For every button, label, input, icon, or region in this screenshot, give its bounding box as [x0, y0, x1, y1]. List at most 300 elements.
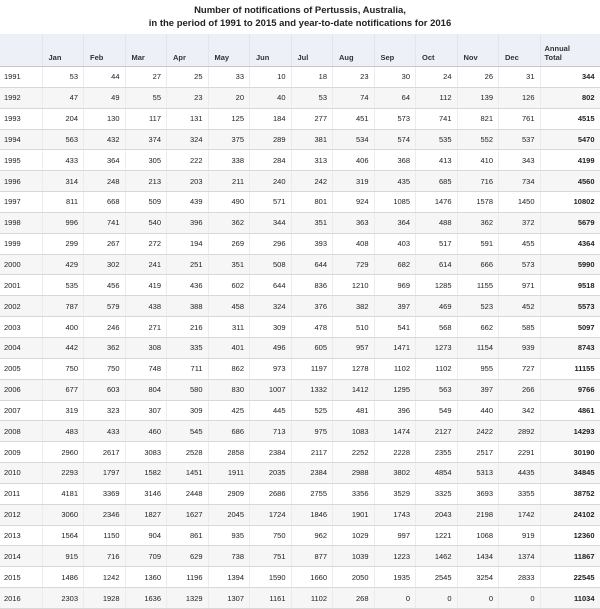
annual-total-cell: 5470: [540, 129, 600, 150]
month-value-cell: 25: [167, 67, 209, 88]
month-value-cell: 1935: [374, 567, 416, 588]
month-value-cell: 585: [499, 317, 541, 338]
header-annual-total: [540, 34, 600, 67]
month-value-cell: 836: [291, 275, 333, 296]
month-value-cell: 666: [457, 254, 499, 275]
month-value-cell: 3146: [125, 483, 167, 504]
month-value-cell: 580: [167, 379, 209, 400]
month-value-cell: 804: [125, 379, 167, 400]
month-value-cell: 53: [42, 67, 84, 88]
table-row: [0, 442, 600, 463]
month-value-cell: 2355: [416, 442, 458, 463]
month-value-cell: 2517: [457, 442, 499, 463]
table-row: [0, 87, 600, 108]
table-body: [0, 67, 600, 609]
month-value-cell: 440: [457, 400, 499, 421]
month-value-cell: 729: [333, 254, 375, 275]
month-value-cell: 1155: [457, 275, 499, 296]
header-month: Dec: [499, 34, 541, 67]
month-value-cell: 957: [333, 337, 375, 358]
annual-total-cell: 38752: [540, 483, 600, 504]
month-value-cell: 267: [84, 233, 126, 254]
month-value-cell: 0: [374, 588, 416, 609]
month-value-cell: 296: [250, 233, 292, 254]
annual-total-cell: 10802: [540, 192, 600, 213]
month-value-cell: 413: [416, 150, 458, 171]
month-value-cell: 748: [125, 358, 167, 379]
month-value-cell: 751: [250, 546, 292, 567]
year-cell: 2013: [0, 525, 42, 546]
month-value-cell: 973: [250, 358, 292, 379]
month-value-cell: 435: [374, 171, 416, 192]
month-value-cell: 1742: [499, 504, 541, 525]
month-value-cell: 74: [333, 87, 375, 108]
annual-total-cell: 34845: [540, 463, 600, 484]
table-title: [0, 0, 600, 34]
month-value-cell: 2909: [208, 483, 250, 504]
month-value-cell: 605: [291, 337, 333, 358]
month-value-cell: 535: [42, 275, 84, 296]
month-value-cell: 213: [125, 171, 167, 192]
month-value-cell: 509: [125, 192, 167, 213]
month-value-cell: 534: [333, 129, 375, 150]
month-value-cell: 0: [457, 588, 499, 609]
title-line-1: Number of notifications of Pertussis, Australia,: [194, 5, 406, 16]
year-cell: 2002: [0, 296, 42, 317]
month-value-cell: 319: [42, 400, 84, 421]
month-value-cell: 248: [84, 171, 126, 192]
month-value-cell: 314: [42, 171, 84, 192]
month-value-cell: 734: [499, 171, 541, 192]
header-month: Sep: [374, 34, 416, 67]
month-value-cell: 629: [167, 546, 209, 567]
year-cell: 2001: [0, 275, 42, 296]
month-value-cell: 1564: [42, 525, 84, 546]
month-value-cell: 410: [457, 150, 499, 171]
month-value-cell: 308: [125, 337, 167, 358]
month-value-cell: 2422: [457, 421, 499, 442]
month-value-cell: 1474: [374, 421, 416, 442]
month-value-cell: 222: [167, 150, 209, 171]
month-value-cell: 268: [333, 588, 375, 609]
month-value-cell: 1660: [291, 567, 333, 588]
header-month: Nov: [457, 34, 499, 67]
month-value-cell: 750: [84, 358, 126, 379]
month-value-cell: 955: [457, 358, 499, 379]
month-value-cell: 2384: [250, 442, 292, 463]
year-cell: 1993: [0, 108, 42, 129]
annual-total-cell: 5990: [540, 254, 600, 275]
month-value-cell: 3369: [84, 483, 126, 504]
month-value-cell: 935: [208, 525, 250, 546]
table-row: [0, 567, 600, 588]
annual-total-cell: 5573: [540, 296, 600, 317]
month-value-cell: 23: [167, 87, 209, 108]
month-value-cell: 1242: [84, 567, 126, 588]
month-value-cell: 1450: [499, 192, 541, 213]
month-value-cell: 668: [84, 192, 126, 213]
month-value-cell: 1462: [416, 546, 458, 567]
month-value-cell: 1827: [125, 504, 167, 525]
month-value-cell: 1196: [167, 567, 209, 588]
month-value-cell: 242: [291, 171, 333, 192]
annual-total-cell: 11034: [540, 588, 600, 609]
month-value-cell: 139: [457, 87, 499, 108]
month-value-cell: 924: [333, 192, 375, 213]
month-value-cell: 682: [374, 254, 416, 275]
month-value-cell: 496: [250, 337, 292, 358]
year-cell: 2009: [0, 442, 42, 463]
month-value-cell: 55: [125, 87, 167, 108]
title-line-2: in the period of 1991 to 2015 and year-to-date notifications for 2016: [148, 18, 452, 29]
month-value-cell: 266: [499, 379, 541, 400]
month-value-cell: 1102: [416, 358, 458, 379]
month-value-cell: 10: [250, 67, 292, 88]
month-value-cell: 372: [499, 212, 541, 233]
month-value-cell: 400: [42, 317, 84, 338]
month-value-cell: 246: [84, 317, 126, 338]
table-row: [0, 483, 600, 504]
month-value-cell: 1486: [42, 567, 84, 588]
month-value-cell: 3060: [42, 504, 84, 525]
month-value-cell: 1590: [250, 567, 292, 588]
annual-total-cell: 9518: [540, 275, 600, 296]
month-value-cell: 915: [42, 546, 84, 567]
header-month: Jun: [250, 34, 292, 67]
month-value-cell: 277: [291, 108, 333, 129]
month-value-cell: 362: [208, 212, 250, 233]
month-value-cell: 481: [333, 400, 375, 421]
month-value-cell: 644: [291, 254, 333, 275]
month-value-cell: 289: [250, 129, 292, 150]
header-row: [0, 34, 600, 67]
month-value-cell: 1797: [84, 463, 126, 484]
year-cell: 2012: [0, 504, 42, 525]
month-value-cell: 2528: [167, 442, 209, 463]
month-value-cell: 302: [84, 254, 126, 275]
table-row: [0, 504, 600, 525]
month-value-cell: 523: [457, 296, 499, 317]
month-value-cell: 251: [167, 254, 209, 275]
month-value-cell: 716: [457, 171, 499, 192]
month-value-cell: 376: [291, 296, 333, 317]
month-value-cell: 456: [84, 275, 126, 296]
month-value-cell: 1223: [374, 546, 416, 567]
month-value-cell: 2448: [167, 483, 209, 504]
month-value-cell: 2228: [374, 442, 416, 463]
month-value-cell: 1332: [291, 379, 333, 400]
month-value-cell: 1197: [291, 358, 333, 379]
month-value-cell: 2617: [84, 442, 126, 463]
month-value-cell: 194: [167, 233, 209, 254]
year-cell: 2011: [0, 483, 42, 504]
month-value-cell: 24: [416, 67, 458, 88]
year-cell: 2014: [0, 546, 42, 567]
table-row: [0, 337, 600, 358]
month-value-cell: 436: [167, 275, 209, 296]
month-value-cell: 830: [208, 379, 250, 400]
month-value-cell: 877: [291, 546, 333, 567]
table-row: [0, 129, 600, 150]
month-value-cell: 713: [250, 421, 292, 442]
year-cell: 1998: [0, 212, 42, 233]
month-value-cell: 552: [457, 129, 499, 150]
month-value-cell: 26: [457, 67, 499, 88]
annual-total-cell: 5679: [540, 212, 600, 233]
month-value-cell: 344: [250, 212, 292, 233]
month-value-cell: 490: [208, 192, 250, 213]
month-value-cell: 997: [374, 525, 416, 546]
month-value-cell: 787: [42, 296, 84, 317]
month-value-cell: 571: [250, 192, 292, 213]
month-value-cell: 545: [167, 421, 209, 442]
annual-total-cell: 4515: [540, 108, 600, 129]
month-value-cell: 433: [42, 150, 84, 171]
month-value-cell: 5313: [457, 463, 499, 484]
month-value-cell: 338: [208, 150, 250, 171]
year-cell: 2016: [0, 588, 42, 609]
month-value-cell: 319: [333, 171, 375, 192]
table-row: [0, 108, 600, 129]
month-value-cell: 2198: [457, 504, 499, 525]
month-value-cell: 309: [250, 317, 292, 338]
month-value-cell: 351: [208, 254, 250, 275]
month-value-cell: 0: [416, 588, 458, 609]
annual-total-cell: 14293: [540, 421, 600, 442]
month-value-cell: 1102: [374, 358, 416, 379]
month-value-cell: 750: [42, 358, 84, 379]
month-value-cell: 64: [374, 87, 416, 108]
month-value-cell: 393: [291, 233, 333, 254]
month-value-cell: 311: [208, 317, 250, 338]
month-value-cell: 603: [84, 379, 126, 400]
month-value-cell: 1029: [333, 525, 375, 546]
month-value-cell: 364: [84, 150, 126, 171]
month-value-cell: 1154: [457, 337, 499, 358]
table-row: [0, 296, 600, 317]
month-value-cell: 363: [333, 212, 375, 233]
month-value-cell: 971: [499, 275, 541, 296]
annual-total-cell: 344: [540, 67, 600, 88]
year-cell: 1997: [0, 192, 42, 213]
month-value-cell: 573: [374, 108, 416, 129]
month-value-cell: 1582: [125, 463, 167, 484]
table-row: [0, 546, 600, 567]
month-value-cell: 20: [208, 87, 250, 108]
month-value-cell: 685: [416, 171, 458, 192]
annual-total-cell: 11155: [540, 358, 600, 379]
month-value-cell: 3529: [374, 483, 416, 504]
month-value-cell: 458: [208, 296, 250, 317]
month-value-cell: 3325: [416, 483, 458, 504]
month-value-cell: 1007: [250, 379, 292, 400]
month-value-cell: 3355: [499, 483, 541, 504]
month-value-cell: 272: [125, 233, 167, 254]
month-value-cell: 1451: [167, 463, 209, 484]
month-value-cell: 962: [291, 525, 333, 546]
table-row: [0, 233, 600, 254]
month-value-cell: 2755: [291, 483, 333, 504]
month-value-cell: 117: [125, 108, 167, 129]
year-cell: 2000: [0, 254, 42, 275]
month-value-cell: 2127: [416, 421, 458, 442]
month-value-cell: 368: [374, 150, 416, 171]
month-value-cell: 1627: [167, 504, 209, 525]
header-month: Apr: [167, 34, 209, 67]
month-value-cell: 3693: [457, 483, 499, 504]
month-value-cell: 438: [125, 296, 167, 317]
table-row: [0, 400, 600, 421]
month-value-cell: 30: [374, 67, 416, 88]
month-value-cell: 1307: [208, 588, 250, 609]
month-value-cell: 488: [416, 212, 458, 233]
month-value-cell: 203: [167, 171, 209, 192]
month-value-cell: 535: [416, 129, 458, 150]
month-value-cell: 862: [208, 358, 250, 379]
month-value-cell: 2384: [291, 463, 333, 484]
month-value-cell: 307: [125, 400, 167, 421]
year-cell: 1999: [0, 233, 42, 254]
header-month: Jan: [42, 34, 84, 67]
month-value-cell: 517: [416, 233, 458, 254]
month-value-cell: 211: [208, 171, 250, 192]
month-value-cell: 408: [333, 233, 375, 254]
month-value-cell: 563: [416, 379, 458, 400]
month-value-cell: 975: [291, 421, 333, 442]
annual-total-cell: 11867: [540, 546, 600, 567]
month-value-cell: 49: [84, 87, 126, 108]
month-value-cell: 125: [208, 108, 250, 129]
table-row: [0, 212, 600, 233]
month-value-cell: 3254: [457, 567, 499, 588]
month-value-cell: 602: [208, 275, 250, 296]
month-value-cell: 741: [416, 108, 458, 129]
month-value-cell: 184: [250, 108, 292, 129]
month-value-cell: 579: [84, 296, 126, 317]
month-value-cell: 362: [457, 212, 499, 233]
month-value-cell: 549: [416, 400, 458, 421]
table-row: [0, 275, 600, 296]
month-value-cell: 401: [208, 337, 250, 358]
month-value-cell: 2686: [250, 483, 292, 504]
month-value-cell: 323: [84, 400, 126, 421]
table-row: [0, 254, 600, 275]
month-value-cell: 439: [167, 192, 209, 213]
month-value-cell: 508: [250, 254, 292, 275]
year-cell: 2007: [0, 400, 42, 421]
month-value-cell: 919: [499, 525, 541, 546]
month-value-cell: 2833: [499, 567, 541, 588]
month-value-cell: 1039: [333, 546, 375, 567]
month-value-cell: 284: [250, 150, 292, 171]
month-value-cell: 686: [208, 421, 250, 442]
month-value-cell: 1476: [416, 192, 458, 213]
month-value-cell: 2043: [416, 504, 458, 525]
month-value-cell: 305: [125, 150, 167, 171]
month-value-cell: 1329: [167, 588, 209, 609]
month-value-cell: 2858: [208, 442, 250, 463]
month-value-cell: 375: [208, 129, 250, 150]
month-value-cell: 445: [250, 400, 292, 421]
month-value-cell: 644: [250, 275, 292, 296]
month-value-cell: 540: [125, 212, 167, 233]
month-value-cell: 241: [125, 254, 167, 275]
month-value-cell: 324: [167, 129, 209, 150]
month-value-cell: 0: [499, 588, 541, 609]
header-annual-total-word: Total: [544, 53, 562, 62]
month-value-cell: 1434: [457, 546, 499, 567]
header-month: Oct: [416, 34, 458, 67]
header-year: [0, 34, 42, 67]
annual-total-cell: 5097: [540, 317, 600, 338]
year-cell: 1991: [0, 67, 42, 88]
month-value-cell: 432: [84, 129, 126, 150]
month-value-cell: 4854: [416, 463, 458, 484]
month-value-cell: 1295: [374, 379, 416, 400]
month-value-cell: 614: [416, 254, 458, 275]
month-value-cell: 1285: [416, 275, 458, 296]
month-value-cell: 342: [499, 400, 541, 421]
annual-total-cell: 4861: [540, 400, 600, 421]
month-value-cell: 574: [374, 129, 416, 150]
month-value-cell: 969: [374, 275, 416, 296]
annual-total-cell: 4560: [540, 171, 600, 192]
month-value-cell: 716: [84, 546, 126, 567]
header-month: May: [208, 34, 250, 67]
month-value-cell: 801: [291, 192, 333, 213]
month-value-cell: 397: [374, 296, 416, 317]
month-value-cell: 460: [125, 421, 167, 442]
month-value-cell: 3083: [125, 442, 167, 463]
month-value-cell: 2045: [208, 504, 250, 525]
month-value-cell: 382: [333, 296, 375, 317]
month-value-cell: 442: [42, 337, 84, 358]
table-row: [0, 192, 600, 213]
month-value-cell: 2346: [84, 504, 126, 525]
header-month: Feb: [84, 34, 126, 67]
month-value-cell: 1221: [416, 525, 458, 546]
month-value-cell: 568: [416, 317, 458, 338]
table-row: [0, 379, 600, 400]
month-value-cell: 1636: [125, 588, 167, 609]
month-value-cell: 2545: [416, 567, 458, 588]
annual-total-cell: 4199: [540, 150, 600, 171]
annual-total-cell: 8743: [540, 337, 600, 358]
table-row: [0, 67, 600, 88]
month-value-cell: 419: [125, 275, 167, 296]
month-value-cell: 3356: [333, 483, 375, 504]
month-value-cell: 343: [499, 150, 541, 171]
table-row: [0, 525, 600, 546]
month-value-cell: 1724: [250, 504, 292, 525]
month-value-cell: 4181: [42, 483, 84, 504]
month-value-cell: 2303: [42, 588, 84, 609]
month-value-cell: 2117: [291, 442, 333, 463]
month-value-cell: 126: [499, 87, 541, 108]
month-value-cell: 2035: [250, 463, 292, 484]
month-value-cell: 1578: [457, 192, 499, 213]
header-annual-total-word: Annual: [544, 44, 570, 53]
month-value-cell: 738: [208, 546, 250, 567]
month-value-cell: 1471: [374, 337, 416, 358]
table-row: [0, 150, 600, 171]
year-cell: 2010: [0, 463, 42, 484]
month-value-cell: 939: [499, 337, 541, 358]
month-value-cell: 541: [374, 317, 416, 338]
month-value-cell: 1374: [499, 546, 541, 567]
month-value-cell: 335: [167, 337, 209, 358]
annual-total-cell: 22545: [540, 567, 600, 588]
